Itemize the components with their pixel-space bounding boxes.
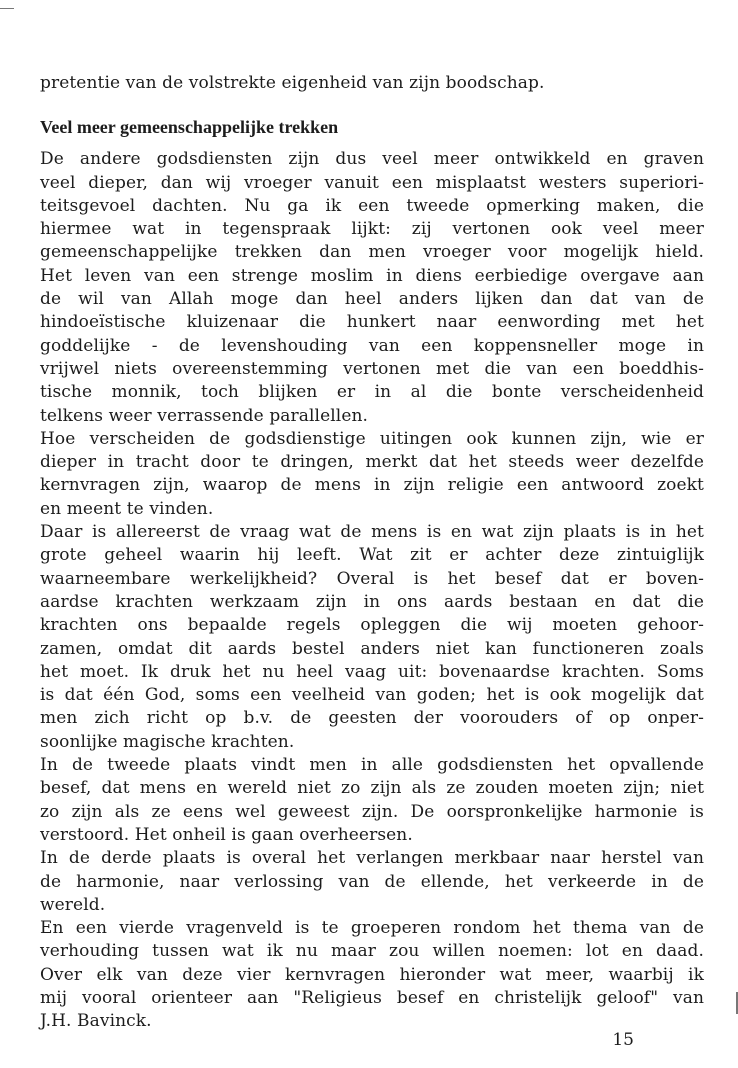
text-line: mij vooral orienteer aan "Religieus besef en christelijk geloof" van <box>40 987 704 1008</box>
text-line: grote geheel waarin hij leeft. Wat zit er achter deze zintuiglijk <box>40 545 704 566</box>
text-line: hindoeïstische kluizenaar die hunkert naar eenwording met het <box>40 312 704 333</box>
page-number: 15 <box>612 1030 634 1050</box>
text-line: kernvragen zijn, waarop de mens in zijn religie een antwoord zoekt <box>40 475 704 496</box>
text-line: het moet. Ik druk het nu heel vaag uit: bovenaardse krachten. Soms <box>40 661 704 682</box>
text-line: en meent te vinden. <box>40 498 214 519</box>
text-line: verhouding tussen wat ik nu maar zou willen noemen: lot en daad. <box>40 941 704 962</box>
text-line: aardse krachten werkzaam zijn in ons aards bestaan en dat die <box>40 591 704 612</box>
text-line: de wil van Allah moge dan heel anders lijken dan dat van de <box>40 289 704 310</box>
text-line: gemeenschappelijke trekken dan men vroeger voor mogelijk hield. <box>40 242 704 263</box>
intro-line: pretentie van de volstrekte eigenheid van zijn boodschap. <box>40 73 545 93</box>
text-line: Daar is allereerst de vraag wat de mens is en wat zijn plaats is in het <box>40 522 704 543</box>
body-text <box>40 72 704 1034</box>
section-heading: Veel meer gemeenschappelijke trekken <box>40 117 339 138</box>
text-line: In de derde plaats is overal het verlangen merkbaar naar herstel van <box>40 848 704 869</box>
text-line: Het leven van een strenge moslim in diens eerbiedige overgave aan <box>40 265 704 286</box>
text-line: zamen, omdat dit aards bestel anders niet kan functioneren zoals <box>40 638 704 659</box>
text-line: teitsgevoel dachten. Nu ga ik een tweede opmerking maken, die <box>40 195 704 216</box>
text-line: waarneembare werkelijkheid? Overal is het besef dat er boven- <box>40 568 704 589</box>
scan-corner-mark <box>0 8 14 9</box>
text-line: tische monnik, toch blijken er in al die bonte verscheidenheid <box>40 382 704 403</box>
text-line: vrijwel niets overeenstemming vertonen met die van een boeddhis- <box>40 358 704 379</box>
text-line: hiermee wat in tegenspraak lijkt: zij vertonen ook veel meer <box>40 219 704 240</box>
text-line: Over elk van deze vier kernvragen hieronder wat meer, waarbij ik <box>40 964 704 985</box>
text-line: verstoord. Het onheil is gaan overheersen. <box>40 824 413 845</box>
text-line: men zich richt op b.v. de geesten der voorouders of op onper- <box>40 708 704 729</box>
text-line: krachten ons bepaalde regels opleggen die wij moeten gehoor- <box>40 615 704 636</box>
text-line: de harmonie, naar verlossing van de ellende, het verkeerde in de <box>40 871 704 892</box>
text-line: En een vierde vragenveld is te groeperen rondom het thema van de <box>40 918 704 939</box>
text-line: De andere godsdiensten zijn dus veel meer ontwikkeld en graven <box>40 149 704 170</box>
text-line: soonlijke magische krachten. <box>40 731 295 752</box>
text-line: Hoe verscheiden de godsdienstige uitingen ook kunnen zijn, wie er <box>40 428 704 449</box>
text-line: wereld. <box>40 894 106 915</box>
text-line: besef, dat mens en wereld niet zo zijn als ze zouden moeten zijn; niet <box>40 778 704 799</box>
text-line: veel dieper, dan wij vroeger vanuit een misplaatst westers superiori- <box>40 172 704 193</box>
text-line: telkens weer verrassende parallellen. <box>40 405 369 426</box>
text-line: In de tweede plaats vindt men in alle godsdiensten het opvallende <box>40 755 704 776</box>
text-line: goddelijke - de levenshouding van een koppensneller moge in <box>40 335 704 356</box>
text-line: is dat één God, soms een veelheid van goden; het is ook mogelijk dat <box>40 685 704 706</box>
text-line: J.H. Bavinck. <box>40 1011 152 1032</box>
text-line: zo zijn als ze eens wel geweest zijn. De oorspronkelijke harmonie is <box>40 801 704 822</box>
text-line: dieper in tracht door te dringen, merkt dat het steeds weer dezelfde <box>40 452 704 473</box>
